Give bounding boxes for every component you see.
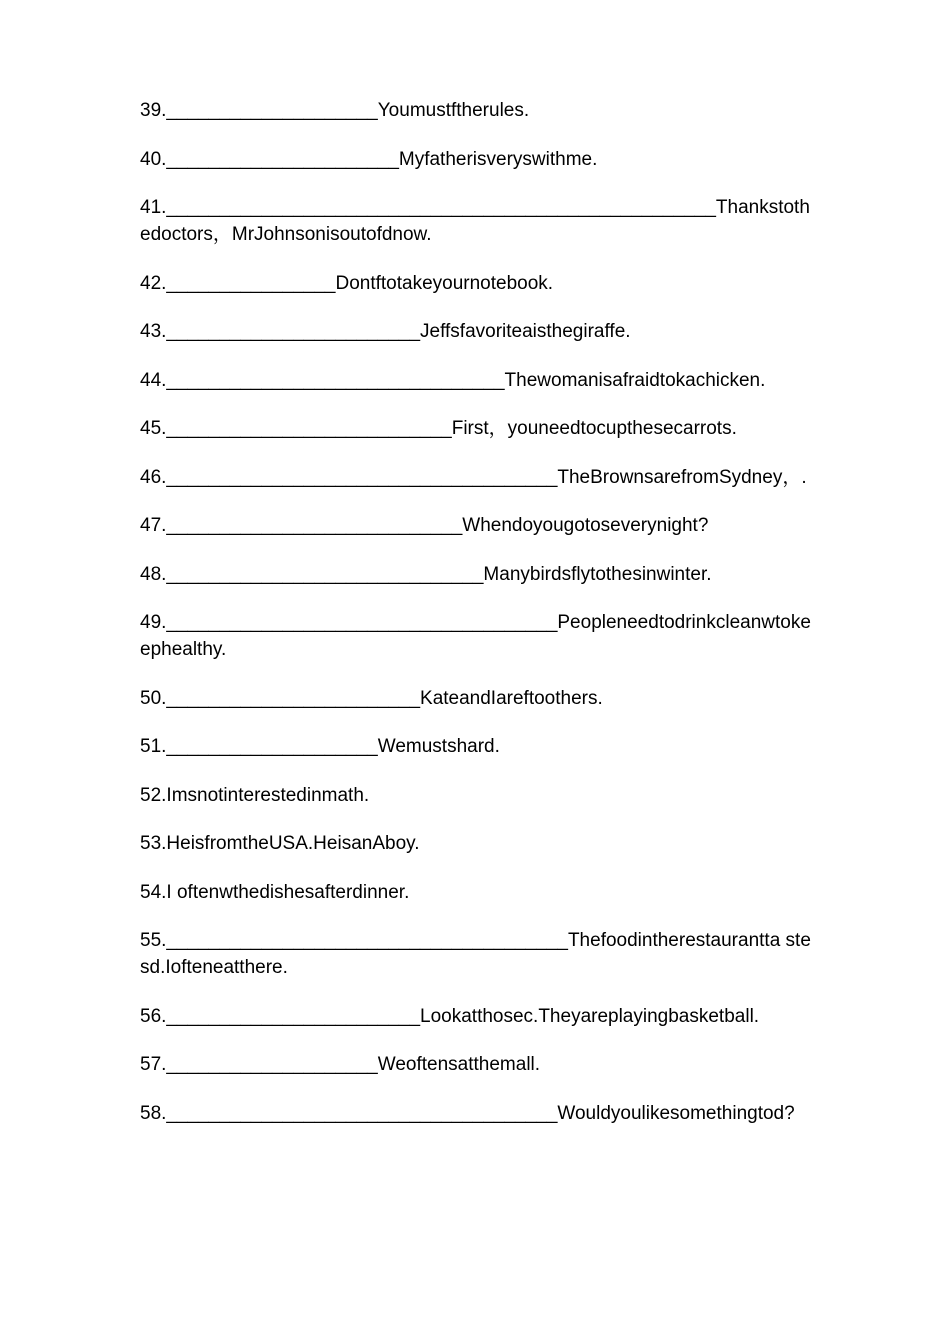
question-57: 57.____________________Weoftensatthemall. <box>140 1054 541 1075</box>
question-49: 49._____________________________________Peopleneedtodrinkcleanwtokeephealthy. <box>140 612 811 660</box>
question-44: 44.________________________________Thewomanisafraidtokachicken. <box>140 369 766 391</box>
question-50: 50.________________________KateandIareftoothers. <box>140 687 603 709</box>
question-43: 43.________________________Jeffsfavoriteaisthegiraffe. <box>140 321 631 342</box>
question-53: 53.HeisfromtheUSA.HeisanAboy. <box>140 833 420 854</box>
question-42: 42.________________Dontftotakeyournotebook. <box>140 272 554 294</box>
question-58: 58._____________________________________Wouldyoulikesomethingtod? <box>140 1102 795 1124</box>
question-51: 51.____________________Wemustshard. <box>140 736 500 757</box>
question-39: 39.____________________Youmustftherules. <box>140 100 530 121</box>
question-40: 40.______________________Myfatherisveryswithme. <box>140 148 598 170</box>
question-46: 46._____________________________________TheBrownsarefromSydney，. <box>140 466 807 488</box>
question-45: 45.___________________________First，youneedtocupthesecarrots. <box>140 418 737 439</box>
question-52: 52.Imsnotinterestedinmath. <box>140 784 370 806</box>
question-list <box>140 97 812 1148</box>
question-55: 55.______________________________________Thefoodintherestaurantta stesd.Iofteneatthere. <box>140 930 811 978</box>
question-41: 41.____________________________________________________Thankstothedoctors，MrJohnsonisoutofdnow. <box>140 197 810 245</box>
question-48: 48.______________________________Manybirdsflytothesinwinter. <box>140 563 712 585</box>
question-47: 47.____________________________Whendoyougotoseverynight? <box>140 515 709 536</box>
question-56: 56.________________________Lookatthosec.Theyareplayingbasketball. <box>140 1005 760 1027</box>
question-54: 54.I oftenwthedishesafterdinner. <box>140 881 410 903</box>
